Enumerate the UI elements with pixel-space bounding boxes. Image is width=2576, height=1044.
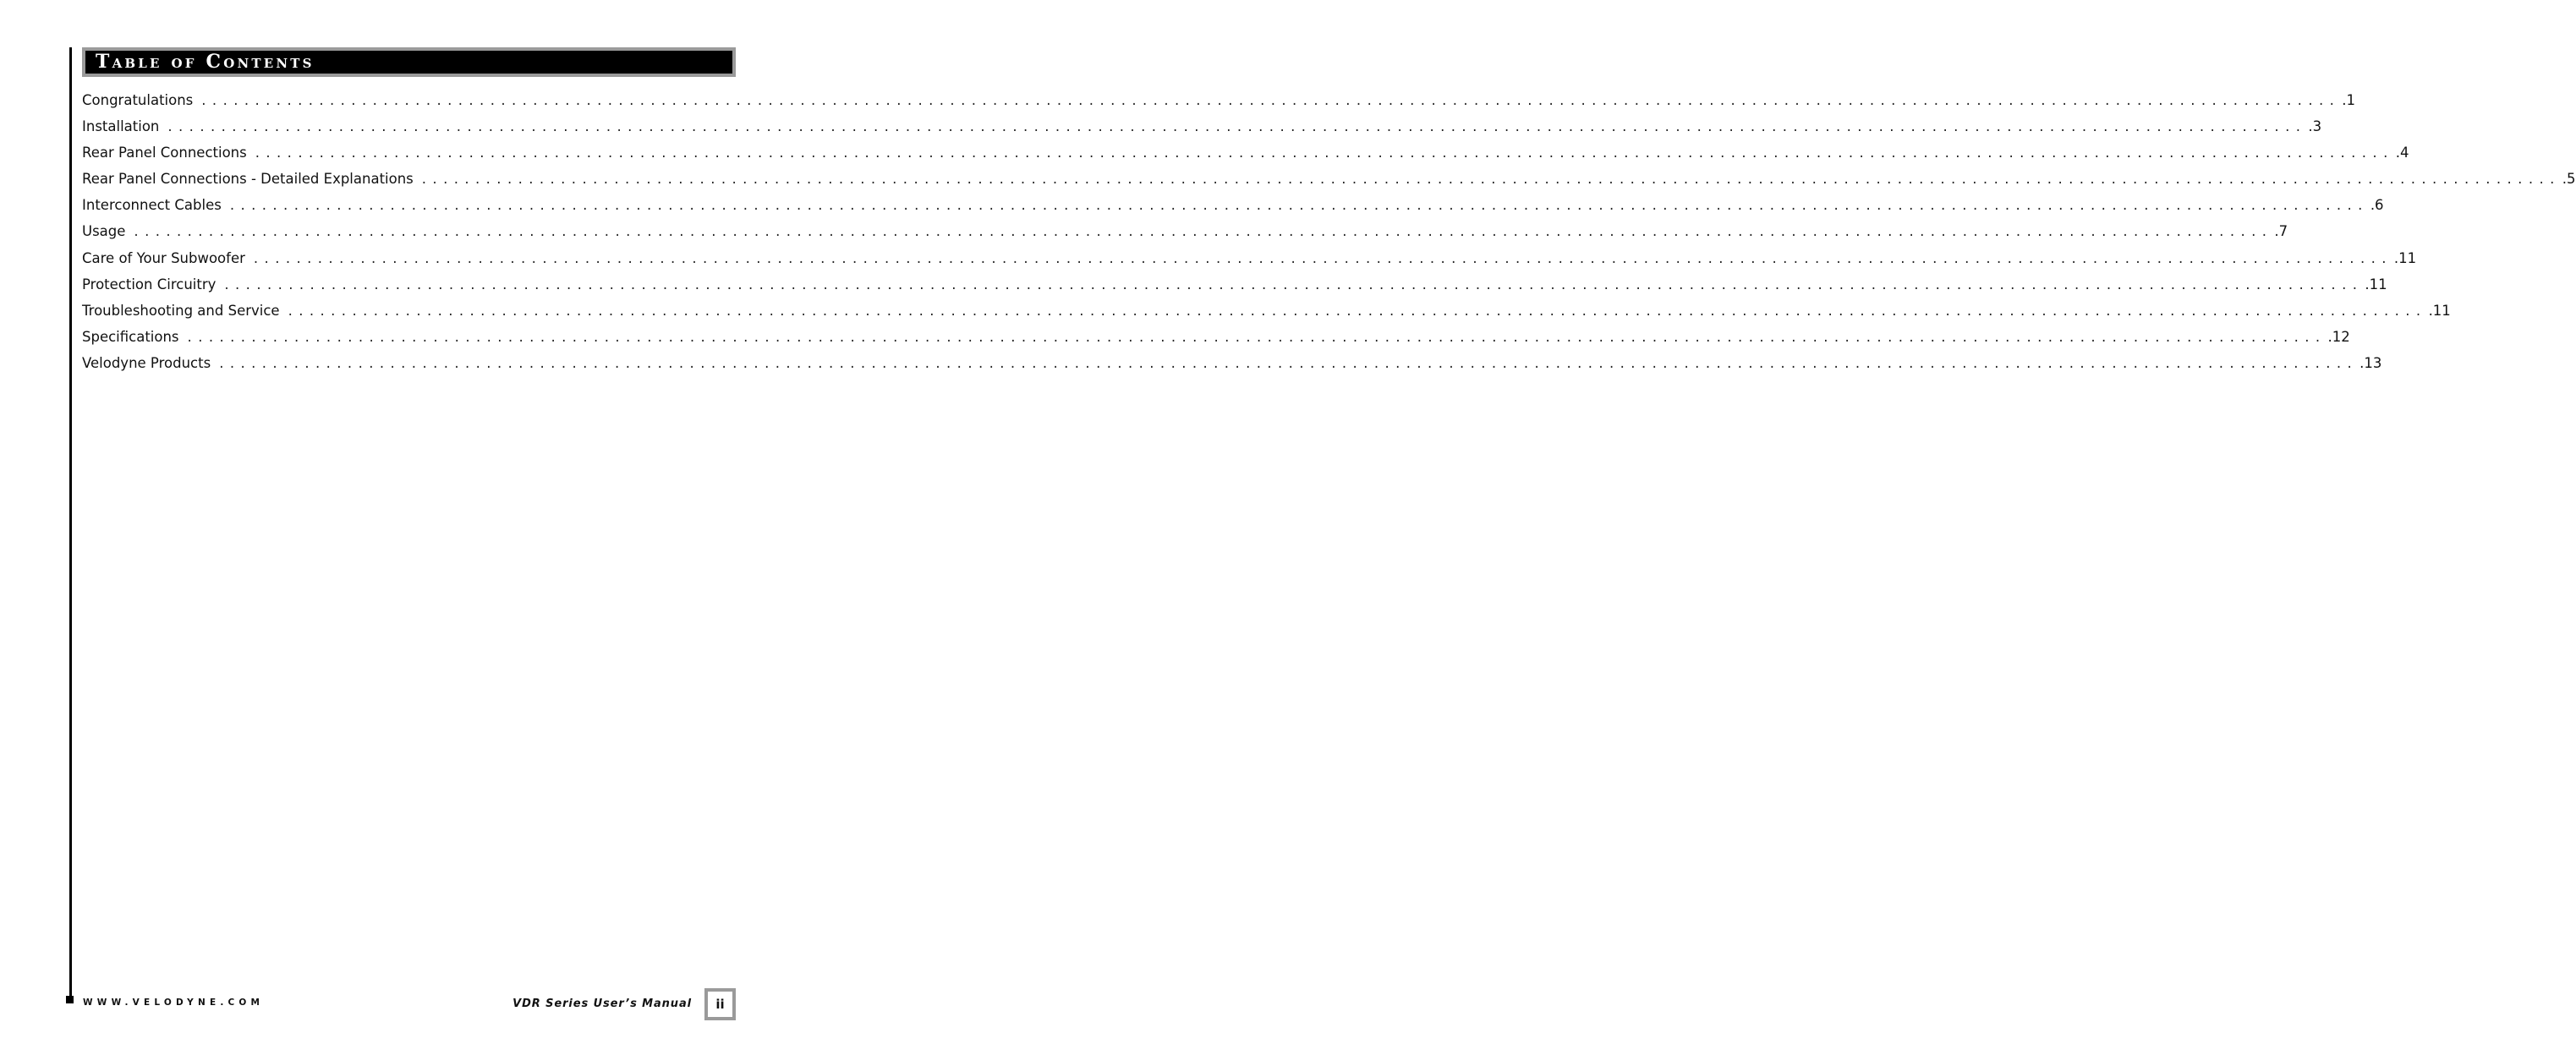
toc-entry-page: .11	[2428, 302, 2451, 319]
toc-entry-page: .5	[2562, 171, 2576, 188]
toc-entry-page: .3	[2308, 118, 2322, 135]
footer-website[interactable]: WWW.VELODYNE.COM	[83, 998, 265, 1008]
toc-entry-label: Specifications	[82, 328, 179, 345]
dot-leader: ........................................................................................................................................................................................................	[187, 328, 2327, 345]
dot-leader: ........................................................................................................................................................................................................	[134, 223, 2273, 240]
dot-leader: ........................................................................................................................................................................................................	[167, 118, 2307, 135]
dot-leader: ........................................................................................................................................................................................................	[255, 145, 2394, 161]
dot-leader: ........................................................................................................................................................................................................	[201, 92, 2341, 108]
toc-entry-page: .1	[2342, 92, 2356, 108]
page-number-box	[704, 988, 736, 1020]
toc-entry-label: Rear Panel Connections	[82, 145, 247, 161]
page-number: ii	[708, 992, 732, 1017]
footer-manual-title: VDR Series User’s Manual	[512, 998, 692, 1010]
toc-entry-page: .11	[2393, 249, 2417, 266]
toc-entry[interactable]	[82, 168, 2576, 194]
page-title: Table of Contents	[85, 51, 732, 74]
section-header	[82, 47, 736, 77]
table-of-contents	[82, 90, 2576, 379]
toc-entry-label: Congratulations	[82, 92, 194, 108]
toc-entry-label: Protection Circuitry	[82, 276, 216, 292]
margin-rule	[69, 47, 72, 996]
toc-entry[interactable]	[82, 248, 2417, 274]
dot-leader: ........................................................................................................................................................................................................	[421, 171, 2561, 188]
toc-entry-label: Troubleshooting and Service	[82, 302, 280, 319]
toc-entry[interactable]	[82, 194, 2384, 221]
toc-entry[interactable]	[82, 116, 2322, 142]
toc-entry-label: Velodyne Products	[82, 354, 211, 371]
toc-entry[interactable]	[82, 274, 2387, 300]
dot-leader: ........................................................................................................................................................................................................	[253, 249, 2392, 266]
toc-entry[interactable]	[82, 353, 2382, 379]
margin-rule-marker	[66, 996, 74, 1003]
toc-entry-label: Rear Panel Connections - Detailed Explanations	[82, 171, 414, 188]
toc-entry[interactable]	[82, 221, 2288, 247]
toc-entry[interactable]	[82, 300, 2451, 326]
toc-entry-page: .11	[2365, 276, 2387, 292]
toc-entry-label: Installation	[82, 118, 160, 135]
dot-leader: ........................................................................................................................................................................................................	[229, 197, 2369, 214]
dot-leader: ........................................................................................................................................................................................................	[219, 354, 2359, 371]
dot-leader: ........................................................................................................................................................................................................	[224, 276, 2364, 292]
toc-entry-page: .6	[2370, 197, 2384, 214]
toc-entry-page: .4	[2395, 145, 2409, 161]
toc-entry[interactable]	[82, 326, 2350, 353]
toc-entry-page: .13	[2360, 354, 2382, 371]
toc-entry[interactable]	[82, 142, 2409, 168]
toc-entry[interactable]	[82, 90, 2356, 116]
dot-leader: ........................................................................................................................................................................................................	[288, 302, 2427, 319]
toc-entry-page: .12	[2327, 328, 2350, 345]
toc-entry-label: Interconnect Cables	[82, 197, 222, 214]
toc-entry-label: Usage	[82, 223, 126, 240]
toc-entry-page: .7	[2274, 223, 2288, 240]
toc-entry-label: Care of Your Subwoofer	[82, 249, 245, 266]
